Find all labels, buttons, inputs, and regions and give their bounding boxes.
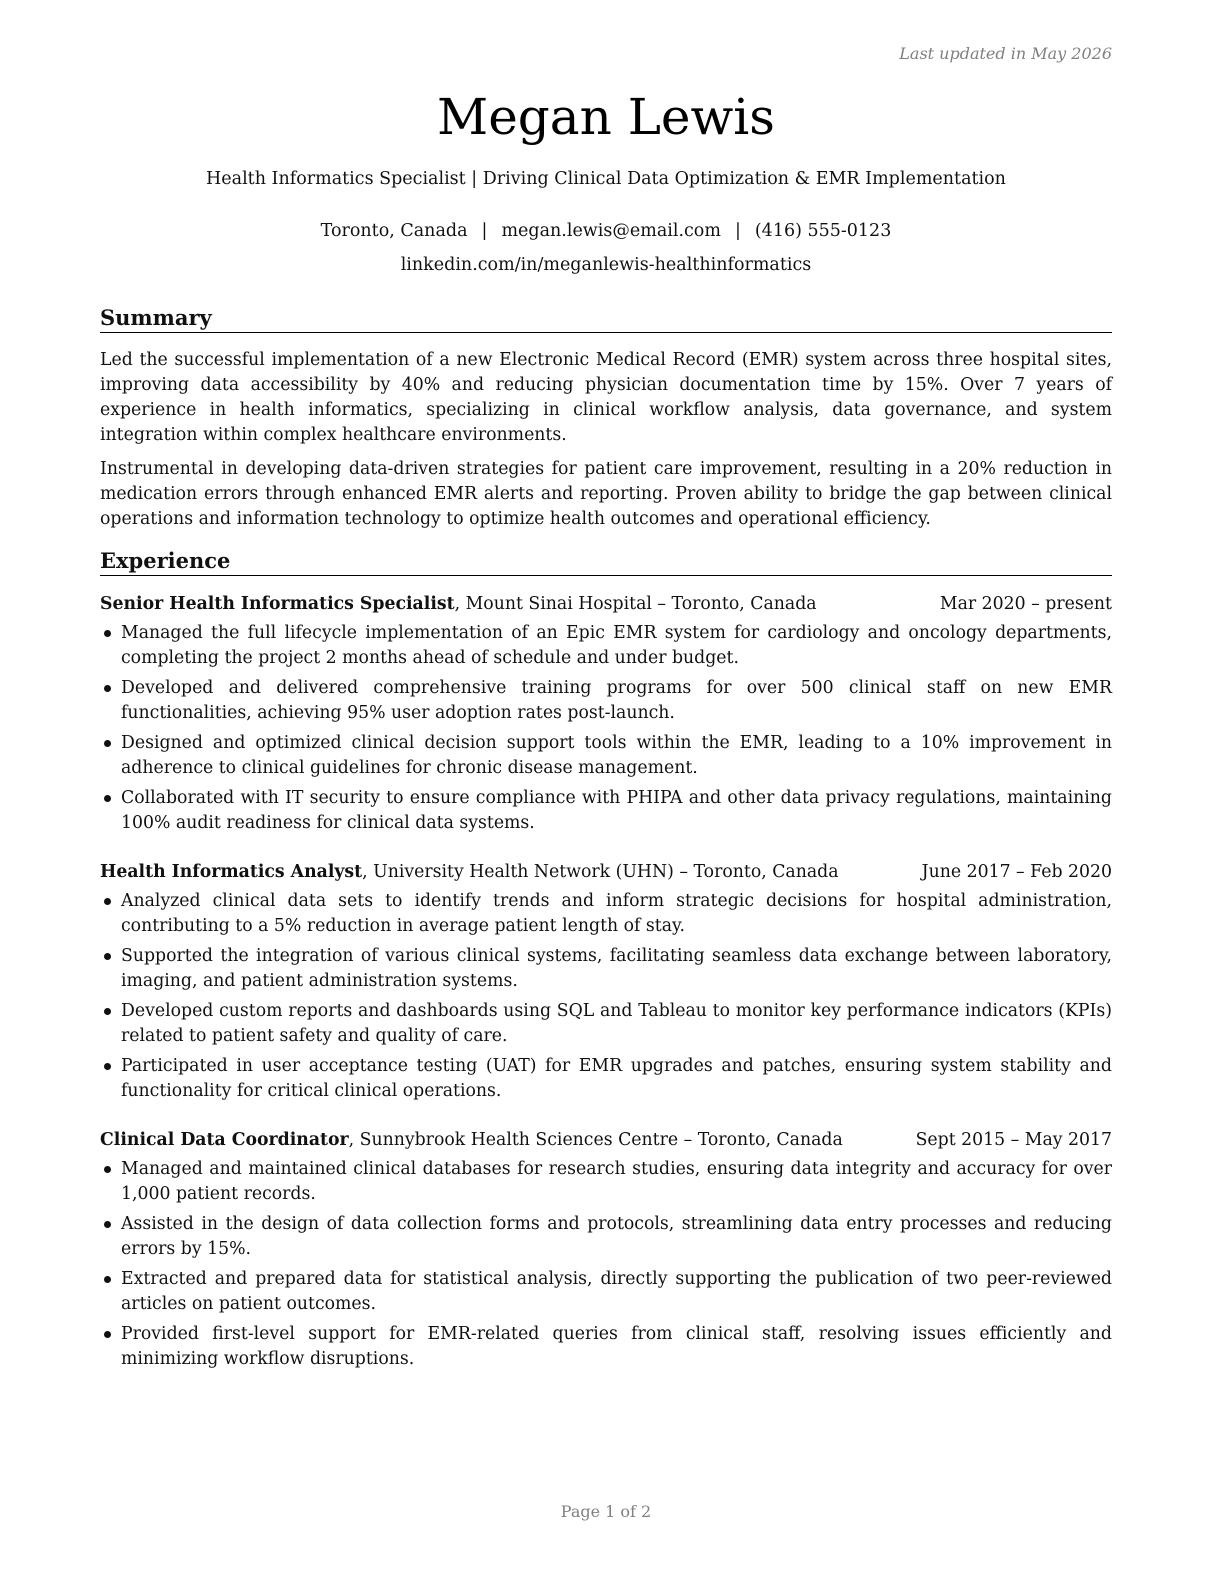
page-number: Page 1 of 2 xyxy=(560,1502,652,1521)
list-item: Managed the full lifecycle implementation of an Epic EMR system for cardiology and oncology departments, completing the project 2 months ahead of schedule and under budget. xyxy=(100,621,1112,671)
list-item: Analyzed clinical data sets to identify trends and inform strategic decisions for hospital administration, contributing to a 5% reduction in average patient length of stay. xyxy=(100,889,1112,939)
job-employer: , University Health Network (UHN) – Toronto, Canada xyxy=(362,862,839,882)
contact-line xyxy=(100,219,1112,243)
list-item: Designed and optimized clinical decision support tools within the EMR, leading to a 10% improvement in adherence to clinical guidelines for chronic disease management. xyxy=(100,731,1112,781)
list-item: Participated in user acceptance testing (UAT) for EMR upgrades and patches, ensuring system stability and functionality for critical clinical operations. xyxy=(100,1054,1112,1104)
candidate-name: Megan Lewis xyxy=(437,88,775,146)
job-dates: June 2017 – Feb 2020 xyxy=(921,862,1112,882)
job-bullet-list xyxy=(100,889,1112,1109)
bullet-dot-icon xyxy=(104,795,111,802)
job-header xyxy=(100,860,1112,884)
headline-tagline: Health Informatics Specialist | Driving Clinical Data Optimization & EMR Implementation xyxy=(206,169,1006,189)
summary-heading: Summary xyxy=(100,305,1112,333)
job-title: Senior Health Informatics Specialist xyxy=(100,594,455,614)
contact-separator: | xyxy=(734,221,741,241)
job-header xyxy=(100,1128,1112,1152)
bullet-dot-icon xyxy=(104,1276,111,1283)
job-employer: , Mount Sinai Hospital – Toronto, Canada xyxy=(454,594,817,614)
list-item: Managed and maintained clinical databases for research studies, ensuring data integrity and accuracy for over 1,000 patient records. xyxy=(100,1157,1112,1207)
bullet-dot-icon xyxy=(104,685,111,692)
bullet-dot-icon xyxy=(104,953,111,960)
bullet-dot-icon xyxy=(104,1063,111,1070)
list-item: Extracted and prepared data for statistical analysis, directly supporting the publication of two peer-reviewed articles on patient outcomes. xyxy=(100,1267,1112,1317)
list-item: Supported the integration of various clinical systems, facilitating seamless data exchange between laboratory, imaging, and patient administration systems. xyxy=(100,944,1112,994)
linkedin-link[interactable]: linkedin.com/in/meganlewis-healthinformatics xyxy=(400,255,812,275)
list-item: Collaborated with IT security to ensure compliance with PHIPA and other data privacy regulations, maintaining 100% audit readiness for clinical data systems. xyxy=(100,786,1112,836)
list-item: Assisted in the design of data collection forms and protocols, streamlining data entry processes and reducing errors by 15%. xyxy=(100,1212,1112,1262)
last-updated-note: Last updated in May 2026 xyxy=(899,44,1112,63)
location-text: Toronto, Canada xyxy=(320,221,468,241)
job-title: Health Informatics Analyst xyxy=(100,862,363,882)
bullet-dot-icon xyxy=(104,898,111,905)
job-bullet-list xyxy=(100,1157,1112,1377)
summary-paragraph: Led the successful implementation of a new Electronic Medical Record (EMR) system across three hospital sites, improving data accessibility by 40% and reducing physician documentation time by 15%. Over 7 years of experience in health informatics, specializing in clinical workflow analysis, data governance, and system integration within complex healthcare environments. xyxy=(100,350,1112,445)
list-item: Developed and delivered comprehensive training programs for over 500 clinical staff on new EMR functionalities, achieving 95% user adoption rates post-launch. xyxy=(100,676,1112,726)
job-employer: , Sunnybrook Health Sciences Centre – Toronto, Canada xyxy=(348,1130,843,1150)
bullet-dot-icon xyxy=(104,740,111,747)
summary-paragraph: Instrumental in developing data-driven strategies for patient care improvement, resulting in a 20% reduction in medication errors through enhanced EMR alerts and reporting. Proven ability to bridge the gap between clinical operations and information technology to optimize health outcomes and operational efficiency. xyxy=(100,459,1112,529)
experience-heading: Experience xyxy=(100,548,1112,576)
bullet-dot-icon xyxy=(104,1008,111,1015)
list-item: Developed custom reports and dashboards using SQL and Tableau to monitor key performance indicators (KPIs) related to patient safety and quality of care. xyxy=(100,999,1112,1049)
bullet-dot-icon xyxy=(104,1221,111,1228)
contact-separator: | xyxy=(481,221,488,241)
bullet-dot-icon xyxy=(104,1166,111,1173)
email-link[interactable]: megan.lewis@email.com xyxy=(501,221,721,241)
job-dates: Sept 2015 – May 2017 xyxy=(915,1130,1112,1150)
job-dates: Mar 2020 – present xyxy=(939,594,1112,614)
phone-text: (416) 555-0123 xyxy=(754,221,892,241)
job-title: Clinical Data Coordinator xyxy=(100,1130,349,1150)
job-header xyxy=(100,592,1112,616)
bullet-dot-icon xyxy=(104,630,111,637)
job-bullet-list xyxy=(100,621,1112,841)
bullet-dot-icon xyxy=(104,1331,111,1338)
list-item: Provided first-level support for EMR-related queries from clinical staff, resolving issues efficiently and minimizing workflow disruptions. xyxy=(100,1322,1112,1372)
